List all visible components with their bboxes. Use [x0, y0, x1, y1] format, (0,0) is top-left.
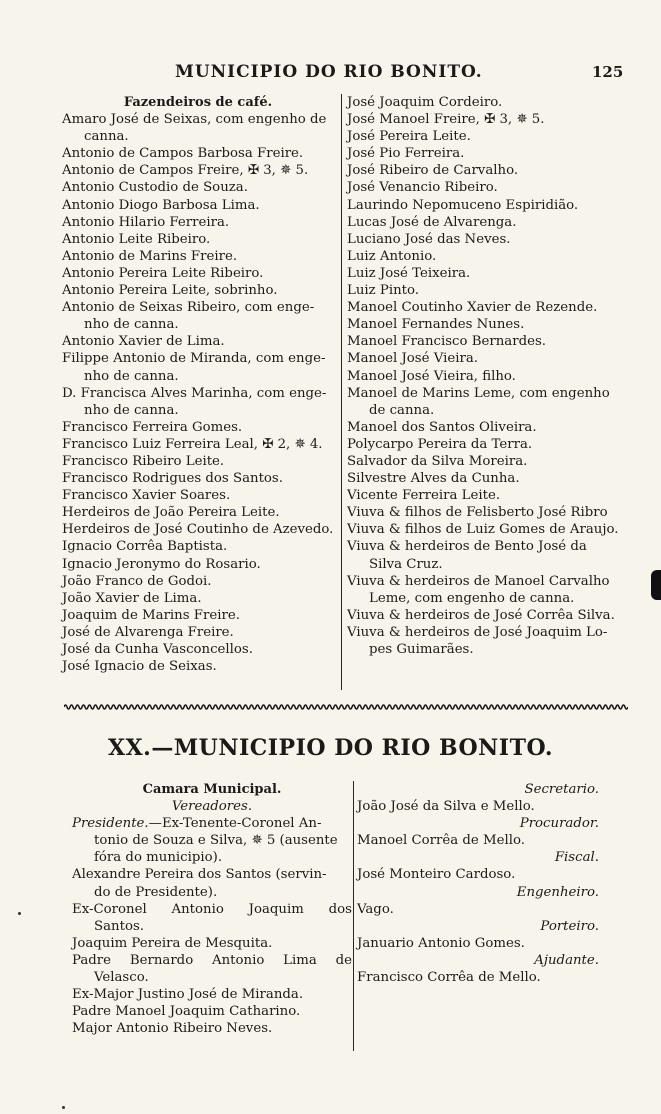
list-item: João Xavier de Lima. — [62, 590, 202, 606]
list-item: Silva Cruz. — [369, 556, 443, 572]
farmers-list-left — [62, 94, 334, 675]
list-item: Viuva & herdeiros de Bento José da — [347, 539, 587, 555]
officer-name: Francisco Corrêa de Mello. — [357, 970, 541, 986]
list-item: José Pereira Leite. — [347, 129, 471, 145]
officer-name: João José da Silva e Mello. — [357, 799, 535, 815]
list-item: pes Guimarães. — [369, 642, 474, 657]
list-item: Ignacio Jeronymo do Rosario. — [62, 556, 261, 572]
list-item: José Manoel Freire, ✠ 3, ✵ 5. — [347, 112, 545, 128]
list-item: Silvestre Alves da Cunha. — [347, 471, 520, 487]
vereador-line: Ex-Coronel Antonio Joaquim dos — [72, 901, 352, 917]
list-item: Antonio de Seixas Ribeiro, com enge- — [62, 300, 315, 316]
list-item: Antonio Pereira Leite Ribeiro. — [62, 265, 264, 281]
list-item: Antonio Custodio de Souza. — [62, 180, 248, 196]
list-item: Antonio de Campos Barbosa Freire. — [62, 146, 304, 162]
list-item: Joaquim de Marins Freire. — [62, 607, 240, 623]
president-line — [72, 815, 352, 832]
list-item: Viuva & filhos de Luiz Gomes de Araujo. — [347, 522, 619, 538]
president-label: Presidente. — [72, 816, 149, 832]
list-item: Manoel Fernandes Nunes. — [347, 317, 525, 333]
wavy-divider — [64, 702, 628, 712]
list-item: nho de canna. — [84, 317, 179, 333]
list-item: D. Francisca Alves Marinha, com enge- — [62, 385, 327, 401]
stray-dot — [62, 1106, 65, 1109]
vereador-line: Padre Manoel Joaquim Catharino. — [72, 1004, 301, 1020]
stray-dot — [18, 912, 21, 915]
list-item: Manoel José Vieira, filho. — [347, 368, 516, 384]
list-item: Leme, com engenho de canna. — [369, 590, 575, 606]
list-item: Francisco Luiz Ferreira Leal, ✠ 2, ✵ 4. — [62, 436, 323, 452]
section-subheading: Fazendeiros de café. — [123, 95, 273, 110]
column-divider-bottom — [353, 781, 354, 1051]
vereador-line: Joaquim Pereira de Mesquita. — [72, 935, 273, 951]
list-item: Polycarpo Pereira da Terra. — [347, 436, 533, 452]
list-item: Manoel José Vieira. — [347, 351, 478, 367]
officer-role: Ajudante. — [534, 952, 599, 968]
list-item: Laurindo Nepomuceno Espiridião. — [347, 197, 579, 213]
list-item: Viuva & herdeiros de José Corrêa Silva. — [347, 607, 615, 623]
list-item: José da Cunha Vasconcellos. — [62, 642, 253, 657]
list-item: José Joaquim Cordeiro. — [347, 95, 503, 110]
list-item: José Pio Ferreira. — [347, 146, 465, 162]
list-item: nho de canna. — [84, 368, 179, 384]
officer-role: Engenheiro. — [516, 884, 599, 900]
list-item: Viuva & herdeiros de Manoel Carvalho — [347, 573, 610, 589]
president-line-2: tonio de Souza e Silva, ✵ 5 (ausente — [94, 833, 338, 849]
list-item: Francisco Ribeiro Leite. — [62, 453, 225, 469]
vereador-line: Velasco. — [94, 970, 149, 986]
margin-thumb-mark — [651, 570, 661, 600]
officer-name: Vago. — [357, 901, 394, 917]
camara-municipal-left — [72, 781, 352, 1037]
list-item: Luiz Pinto. — [347, 283, 419, 299]
list-item: Antonio Xavier de Lima. — [62, 334, 225, 350]
list-item: Viuva & filhos de Felisberto José Ribro — [347, 505, 608, 521]
officer-role: Procurador. — [519, 816, 599, 832]
list-item: José Venancio Ribeiro. — [347, 180, 498, 196]
running-head: MUNICIPIO DO RIO BONITO. — [175, 62, 483, 82]
list-item: Antonio Diogo Barbosa Lima. — [62, 197, 260, 213]
president-line-3: fóra do municipio). — [94, 850, 223, 866]
list-item: José de Alvarenga Freire. — [62, 624, 234, 640]
list-item: Antonio de Campos Freire, ✠ 3, ✵ 5. — [62, 163, 309, 179]
president-name-start: —Ex-Tenente-Coronel An- — [148, 816, 322, 832]
list-item: Antonio Leite Ribeiro. — [62, 231, 211, 247]
vereador-line: Padre Bernardo Antonio Lima de — [72, 952, 352, 968]
list-item: Filippe Antonio de Miranda, com enge- — [62, 351, 326, 367]
list-item: Francisco Ferreira Gomes. — [62, 419, 243, 435]
officer-role: Secretario. — [524, 782, 599, 797]
vereador-line: do de Presidente). — [94, 884, 218, 900]
list-item: Francisco Rodrigues dos Santos. — [62, 471, 283, 487]
list-item: José Ignacio de Seixas. — [62, 659, 217, 675]
column-divider — [341, 94, 342, 690]
vereador-line: Santos. — [94, 918, 144, 934]
list-item: Luiz José Teixeira. — [347, 265, 471, 281]
officer-role: Porteiro. — [540, 918, 599, 934]
section-title: XX.—MUNICIPIO DO RIO BONITO. — [108, 735, 553, 761]
list-item: João Franco de Godoi. — [62, 573, 212, 589]
list-item: Antonio Hilario Ferreira. — [62, 214, 230, 230]
list-item: Antonio Pereira Leite, sobrinho. — [62, 283, 278, 299]
camara-officers-right — [357, 781, 629, 986]
list-item: Manoel Francisco Bernardes. — [347, 334, 547, 350]
vereadores-heading: Vereadores. — [171, 799, 253, 815]
list-item: Luciano José das Neves. — [347, 231, 511, 247]
list-item: Amaro José de Seixas, com engenho de — [62, 112, 327, 128]
farmers-list-right — [347, 94, 632, 658]
list-item: Manoel de Marins Leme, com engenho — [347, 385, 610, 401]
list-item: Ignacio Corrêa Baptista. — [62, 539, 228, 555]
list-item: Vicente Ferreira Leite. — [347, 488, 501, 504]
list-item: José Ribeiro de Carvalho. — [347, 163, 519, 179]
page-number: 125 — [592, 63, 624, 81]
vereador-line: Major Antonio Ribeiro Neves. — [72, 1021, 273, 1037]
list-item: Manoel dos Santos Oliveira. — [347, 419, 537, 435]
officer-role: Fiscal. — [554, 850, 599, 866]
list-item: Francisco Xavier Soares. — [62, 488, 231, 504]
list-item: Antonio de Marins Freire. — [62, 248, 238, 264]
vereador-line: Ex-Major Justino José de Miranda. — [72, 987, 304, 1003]
list-item: de canna. — [369, 402, 435, 418]
list-item: Herdeiros de José Coutinho de Azevedo. — [62, 522, 334, 538]
officer-name: Manoel Corrêa de Mello. — [357, 833, 525, 849]
officer-name: José Monteiro Cardoso. — [357, 867, 516, 883]
officer-name: Januario Antonio Gomes. — [357, 935, 525, 951]
list-item: Salvador da Silva Moreira. — [347, 453, 528, 469]
list-item: Lucas José de Alvarenga. — [347, 214, 517, 230]
list-item: canna. — [84, 129, 129, 145]
vereador-line: Alexandre Pereira dos Santos (servin- — [72, 867, 327, 883]
camara-heading: Camara Municipal. — [142, 782, 282, 797]
list-item: Luiz Antonio. — [347, 248, 437, 264]
list-item: Herdeiros de João Pereira Leite. — [62, 505, 280, 521]
list-item: nho de canna. — [84, 402, 179, 418]
list-item: Viuva & herdeiros de José Joaquim Lo- — [347, 624, 608, 640]
list-item: Manoel Coutinho Xavier de Rezende. — [347, 300, 598, 316]
